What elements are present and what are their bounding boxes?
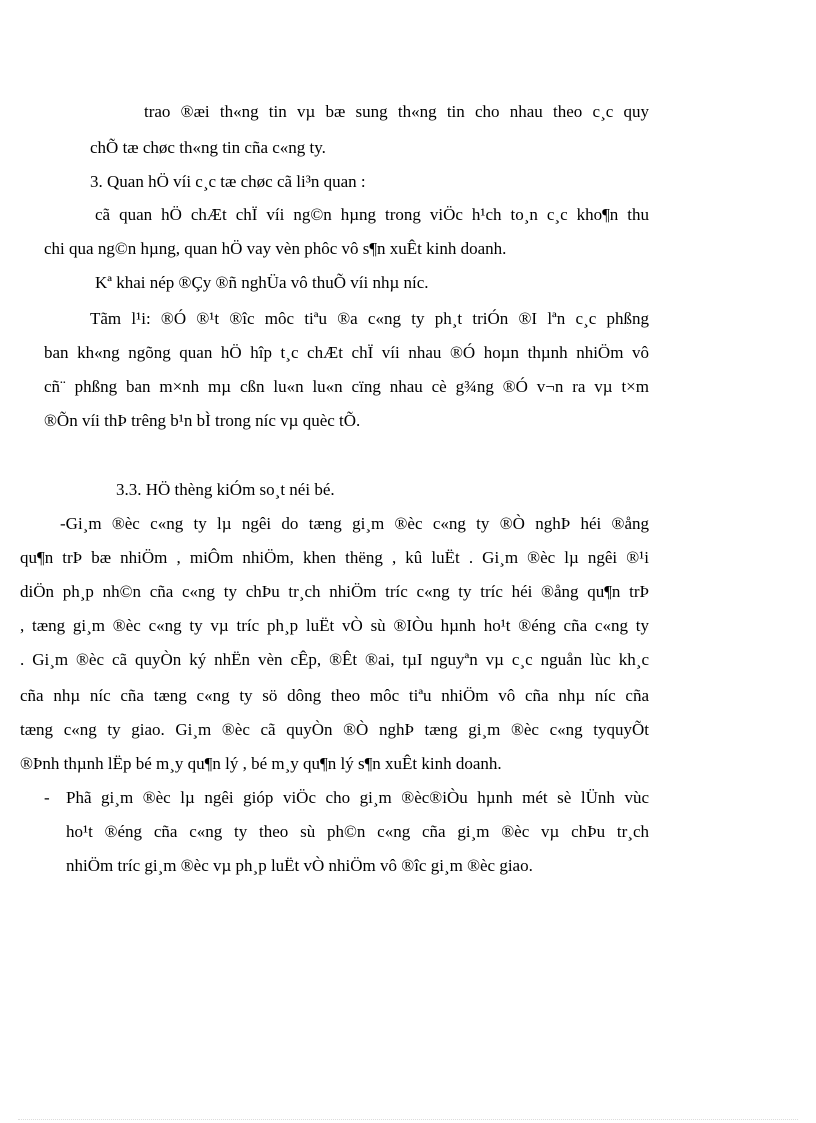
text-line: Kª khai nép ®Çy ®ñ nghÜa vô thuÕ víi nhµ níc. <box>95 273 429 292</box>
text-line: ®Õn víi thÞ trêng b¹n bÌ trong níc vµ quèc tÕ. <box>44 411 361 430</box>
text-line: cña nhµ níc cña tæng c«ng ty sö dông theo môc tiªu nhiÖm vô cña nhµ níc cña <box>20 686 649 705</box>
text-line: . Gi¸m ®èc cã quyÒn ký nhËn vèn cÊp, ®Êt ®ai, tµI nguyªn vµ c¸c nguån lùc kh¸c <box>20 650 649 669</box>
text-line: -Gi¸m ®èc c«ng ty lµ ngêi do tæng gi¸m ®èc c«ng ty ®Ò nghÞ héi ®ång <box>60 514 649 533</box>
list-bullet: - <box>44 788 50 807</box>
text-line: cñ¨ phßng ban m×nh mµ cßn lu«n lu«n cïng nhau cè g¾ng ®Ó v¬n ra vµ t×m <box>44 377 649 396</box>
page-bottom-rule <box>18 1119 798 1120</box>
text-line: chi qua ng©n hµng, quan hÖ vay vèn phôc vô s¶n xuÊt kinh doanh. <box>44 239 507 258</box>
section-heading: 3.3. HÖ thèng kiÓm so¸t néi bé. <box>116 480 335 499</box>
text-line: cã quan hÖ chÆt chÏ víi ng©n hµng trong viÖc h¹ch to¸n c¸c kho¶n thu <box>95 205 649 224</box>
text-line: diÖn ph¸p nh©n cña c«ng ty chÞu tr¸ch nhiÖm tríc c«ng ty tríc héi ®ång qu¶n trÞ <box>20 582 649 601</box>
text-line: chÕ tæ chøc th«ng tin cña c«ng ty. <box>90 138 326 157</box>
text-line: tæng c«ng ty giao. Gi¸m ®èc cã quyÒn ®Ò nghÞ tæng gi¸m ®èc c«ng tyquyÕt <box>20 720 649 739</box>
section-heading: 3. Quan hÖ víi c¸c tæ chøc cã li³n quan : <box>90 172 366 191</box>
list-item-line: Phã gi¸m ®èc lµ ngêi gióp viÖc cho gi¸m ®èc®iÒu hµnh mét sè lÜnh vùc <box>66 788 649 807</box>
text-line: Tãm l¹i: ®Ó ®¹t ®îc môc tiªu ®a c«ng ty ph¸t triÓn ®I lªn c¸c phßng <box>90 309 649 328</box>
text-line: trao ®æi th«ng tin vµ bæ sung th«ng tin cho nhau theo c¸c quy <box>144 102 649 121</box>
list-item-line: ho¹t ®éng cña c«ng ty theo sù ph©n c«ng cña gi¸m ®èc vµ chÞu tr¸ch <box>66 822 649 841</box>
text-line: ban kh«ng ngõng quan hÖ hîp t¸c chÆt chÏ víi nhau ®Ó hoµn thµnh nhiÖm vô <box>44 343 649 362</box>
text-line: ®Þnh thµnh lËp bé m¸y qu¶n lý , bé m¸y qu¶n lý s¶n xuÊt kinh doanh. <box>20 754 502 773</box>
text-line: , tæng gi¸m ®èc c«ng ty vµ tríc ph¸p luËt vÒ sù ®IÒu hµnh ho¹t ®éng cña c«ng ty <box>20 616 649 635</box>
list-item-line: nhiÖm tríc gi¸m ®èc vµ ph¸p luËt vÒ nhiÖm vô ®îc gi¸m ®èc giao. <box>66 856 533 875</box>
text-line: qu¶n trÞ bæ nhiÖm , miÔm nhiÖm, khen thëng , kû luËt . Gi¸m ®èc lµ ngêi ®¹i <box>20 548 649 567</box>
